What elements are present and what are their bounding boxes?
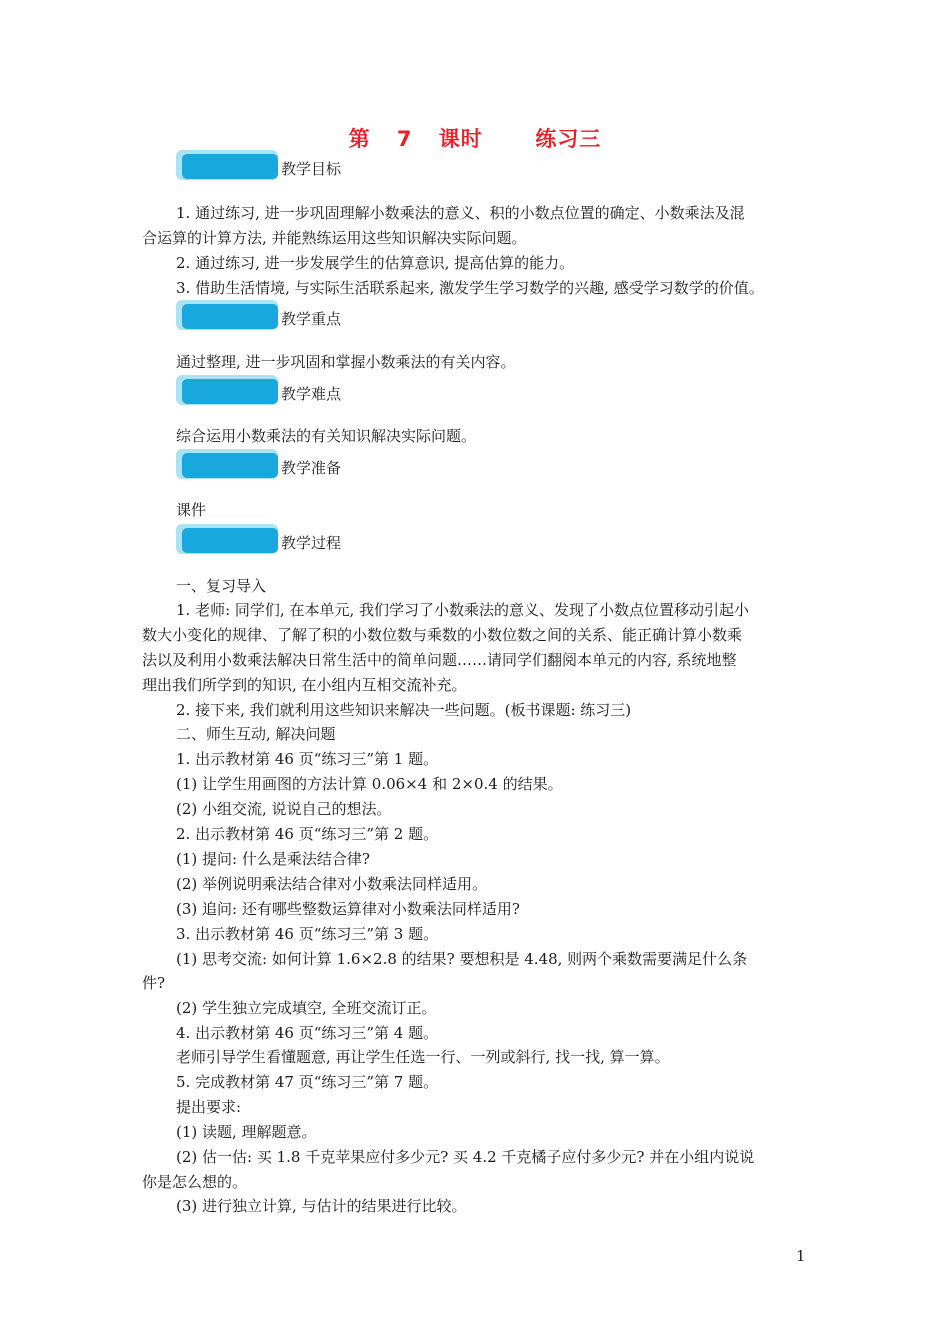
objective-1-line-2: 合运算的计算方法, 并能熟练运用这些知识解决实际问题。 (142, 229, 527, 247)
process-q2-3: (3) 追问: 还有哪些整数运算律对小数乘法同样适用? (176, 900, 520, 918)
section-preparation (176, 449, 476, 483)
section-label-difficulties: 教学难点 (281, 385, 342, 403)
section-badge (176, 375, 278, 405)
process-q2: 2. 出示教材第 46 页“练习三”第 2 题。 (176, 825, 439, 843)
process-q5: 5. 完成教材第 47 页“练习三”第 7 题。 (176, 1073, 439, 1091)
section-label-objectives: 教学目标 (281, 160, 342, 178)
process-p1-1-line-4: 理出我们所学到的知识, 在小组内互相交流补充。 (142, 676, 467, 694)
process-q1: 1. 出示教材第 46 页“练习三”第 1 题。 (176, 750, 439, 768)
process-q5-3: (3) 进行独立计算, 与估计的结果进行比较。 (176, 1197, 467, 1215)
process-q1-1: (1) 让学生用画图的方法计算 0.06×4 和 2×0.4 的结果。 (176, 775, 563, 793)
section-badge-fill (182, 453, 278, 478)
process-p1-2: 2. 接下来, 我们就利用这些知识来解决一些问题。(板书课题: 练习三) (176, 701, 632, 719)
process-part1-heading: 一、复习导入 (176, 577, 267, 595)
section-key-points (176, 300, 476, 334)
process-q3-1-line-1: (1) 思考交流: 如何计算 1.6×2.8 的结果? 要想积是 4.48, 则两个乘数需要满足什么条 (176, 950, 748, 968)
section-badge (176, 150, 278, 180)
objective-1-line-1: 1. 通过练习, 进一步巩固理解小数乘法的意义、积的小数点位置的确定、小数乘法及混 (176, 204, 745, 222)
preparation-text: 课件 (176, 501, 207, 519)
process-q5-2-line-2: 你是怎么想的。 (142, 1173, 248, 1191)
process-p1-1-line-2: 数大小变化的规律、了解了积的小数位数与乘数的小数位数之间的关系、能正确计算小数乘 (142, 626, 743, 644)
process-q5-2-line-1: (2) 估一估: 买 1.8 千克苹果应付多少元? 买 4.2 千克橘子应付多少元? 并在小组内说说 (176, 1148, 755, 1166)
section-label-process: 教学过程 (281, 534, 342, 552)
process-p1-1-line-3: 法以及利用小数乘法解决日常生活中的简单问题……请同学们翻阅本单元的内容, 系统地整 (142, 651, 737, 669)
section-badge-fill (182, 154, 278, 179)
process-q4-text: 老师引导学生看懂题意, 再让学生任选一行、一列或斜行, 找一找, 算一算。 (176, 1048, 670, 1066)
key-points-text: 通过整理, 进一步巩固和掌握小数乘法的有关内容。 (176, 353, 516, 371)
section-badge-fill (182, 528, 278, 553)
difficulties-text: 综合运用小数乘法的有关知识解决实际问题。 (176, 427, 477, 445)
section-process (176, 524, 476, 558)
process-q2-1: (1) 提问: 什么是乘法结合律? (176, 850, 370, 868)
section-badge (176, 449, 278, 479)
section-difficulties (176, 375, 476, 409)
process-q3-2: (2) 学生独立完成填空, 全班交流订正。 (176, 999, 437, 1017)
page-title: 第 7 课时 练习三 (348, 127, 602, 151)
section-badge-fill (182, 304, 278, 329)
process-q2-2: (2) 举例说明乘法结合律对小数乘法同样适用。 (176, 875, 488, 893)
process-q3: 3. 出示教材第 46 页“练习三”第 3 题。 (176, 925, 439, 943)
page-number: 1 (796, 1247, 806, 1265)
process-part2-heading: 二、师生互动, 解决问题 (176, 725, 336, 743)
process-q5-requirements: 提出要求: (176, 1098, 242, 1116)
process-q5-1: (1) 读题, 理解题意。 (176, 1123, 317, 1141)
process-q1-2: (2) 小组交流, 说说自己的想法。 (176, 800, 392, 818)
section-objectives (176, 150, 476, 184)
section-label-preparation: 教学准备 (281, 459, 342, 477)
section-label-key-points: 教学重点 (281, 310, 342, 328)
process-p1-1-line-1: 1. 老师: 同学们, 在本单元, 我们学习了小数乘法的意义、发现了小数点位置移动引起小 (176, 601, 749, 619)
section-badge (176, 300, 278, 330)
section-badge-fill (182, 379, 278, 404)
objective-3: 3. 借助生活情境, 与实际生活联系起来, 激发学生学习数学的兴趣, 感受学习数学的价值。 (176, 279, 764, 297)
process-q3-1-line-2: 件? (142, 974, 166, 992)
objective-2: 2. 通过练习, 进一步发展学生的估算意识, 提高估算的能力。 (176, 254, 575, 272)
section-badge (176, 524, 278, 554)
process-q4: 4. 出示教材第 46 页“练习三”第 4 题。 (176, 1024, 439, 1042)
